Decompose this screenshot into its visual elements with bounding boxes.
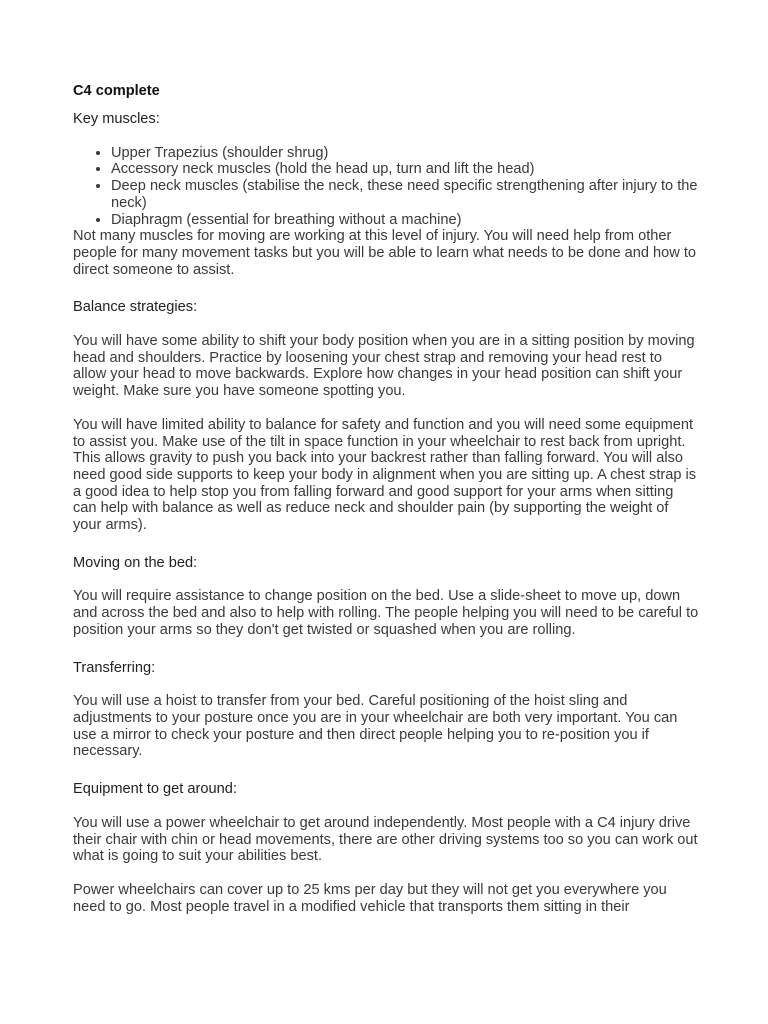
moving-on-bed-paragraph: You will require assistance to change position on the bed. Use a slide-sheet to move up, down and across the bed and also to help with rolling. The people helping you will need to be careful to position your arms so they don't get twisted or squashed when you are rolling. — [73, 588, 699, 638]
balance-paragraph-1: You will have some ability to shift your body position when you are in a sitting position by moving head and shoulders. Practice by loosening your chest strap and removing your head rest to allow your head to move backwards. Explore how changes in your head position can shift your weight. Make sure you have someone spotting you. — [73, 333, 695, 400]
section-heading-moving-on-bed: Moving on the bed: — [73, 554, 198, 571]
section-heading-transferring: Transferring: — [73, 659, 156, 676]
transferring-paragraph: You will use a hoist to transfer from your bed. Careful positioning of the hoist sling and adjustments to your posture once you are in your wheelchair are both very important. You can use a mirror to check your posture and then direct people helping you to re-position you if necessary. — [73, 693, 678, 760]
equipment-paragraph-2: Power wheelchairs can cover up to 25 kms per day but they will not get you everywhere you need to go. Most people travel in a modified vehicle that transports them sitting in their — [73, 881, 667, 915]
document-page — [73, 83, 699, 915]
list-item: • Diaphragm (essential for breathing without a machine) — [111, 212, 699, 229]
intro-paragraph: Not many muscles for moving are working at this level of injury. You will need help from other people for many movement tasks but you will be able to learn what needs to be done and how to direct someone to assist. — [73, 228, 697, 278]
key-muscles-heading: Key muscles: — [73, 111, 160, 127]
list-item: • Deep neck muscles (stabilise the neck, these need specific strengthening after injury to the neck) — [111, 178, 699, 211]
balance-paragraph-2: You will have limited ability to balance for safety and function and you will need some equipment to assist you. Make use of the tilt in space function in your wheelchair to rest back from upright. This allows gravity to push you back into your backrest rather than falling forward. You will also need good side supports to keep your body in alignment when you are sitting up. A chest strap is a good idea to help stop you from falling forward and good support for your arms when sitting can help with balance as well as reduce neck and shoulder pain (by supporting the weight of your arms). — [73, 416, 697, 534]
section-heading-equipment: Equipment to get around: — [73, 781, 237, 798]
document-title: C4 complete — [73, 83, 160, 99]
list-item: • Accessory neck muscles (hold the head up, turn and lift the head) — [111, 161, 699, 178]
section-heading-balance: Balance strategies: — [73, 299, 198, 316]
equipment-paragraph-1: You will use a power wheelchair to get around independently. Most people with a C4 injury drive their chair with chin or head movements, there are other driving systems too so you can work out what is going to suit your abilities best. — [73, 814, 698, 865]
key-muscles-list — [73, 145, 699, 229]
list-item: • Upper Trapezius (shoulder shrug) — [111, 145, 699, 162]
